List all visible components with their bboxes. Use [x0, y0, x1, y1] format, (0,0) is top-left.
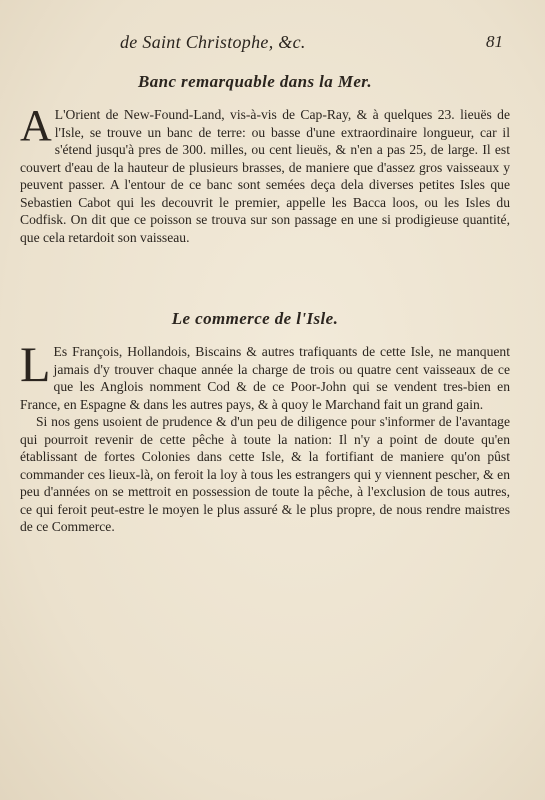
paragraph-text: Es François, Hollandois, Biscains & autres trafiquants de cette Isle, ne manquent jamais d'y trouver chaque année la charge de trois ou quatre cent vaisseaux de ce que les Anglois nomment Cod & de ce Poor-John qui se vendent tres-bien en France, en Espagne & dans les autres pays, & à quoy le Marchand fait un grand gain.: [20, 344, 510, 412]
paragraph: [20, 101, 510, 246]
page-number: 81: [486, 32, 503, 51]
section-heading: Banc remarquable dans la Mer.: [137, 72, 373, 91]
running-title: de Saint Christophe, &c.: [120, 32, 306, 52]
section-commerce: [20, 309, 510, 536]
paragraph-text: Si nos gens usoient de prudence & d'un peu de diligence pour s'informer de l'avantage qui pourroit revenir de cette pêche à toute la nation: Il n'y a point de doute qu'en établissant de fortes Colonies dans cette Isle, & la fortifiant de maniere qu'on pûst commander ces lieux-là, on feroit la loy à tous les estrangers qui y viennent pescher, & en peu d'années on se mettroit en possession de toute la pêche, à l'exclusion de tous autres, ce qui feroit peut-estre le moyen le plus assuré & le plus propre, de nous rendre maistres de ce Commerce.: [20, 414, 510, 534]
paragraph: [20, 413, 510, 536]
section-banc-remarquable: [20, 72, 510, 246]
drop-cap: A: [20, 101, 52, 150]
section-heading: Le commerce de l'Isle.: [171, 309, 339, 328]
page-header: [60, 32, 503, 56]
paragraph-text: L'Orient de New-Found-Land, vis-à-vis de Cap-Ray, & à quelques 23. lieuës de l'Isle, se trouve un banc de terre: ou basse d'une extraordinaire longueur, car il s'étend jusqu'à pres de 300. milles, ou cent lieuës, & n'en a pas 25, de large. Il est couvert d'eau de la hauteur de plusieurs brasses, de maniere que d'assez gros vaisseaux y peuvent passer. A l'entour de ce banc sont semées deça dela diverses petites Isles que Sebastien Cabot qui les decouvrit le premier, appelle les Bacca loos, ou les Isles du Codfisk. On dit que ce poisson se trouva sur son passage en une si prodigieuse quantité, que cela retardoit son vaisseau.: [20, 107, 510, 245]
drop-cap: L: [20, 336, 51, 392]
paragraph: [20, 336, 510, 413]
